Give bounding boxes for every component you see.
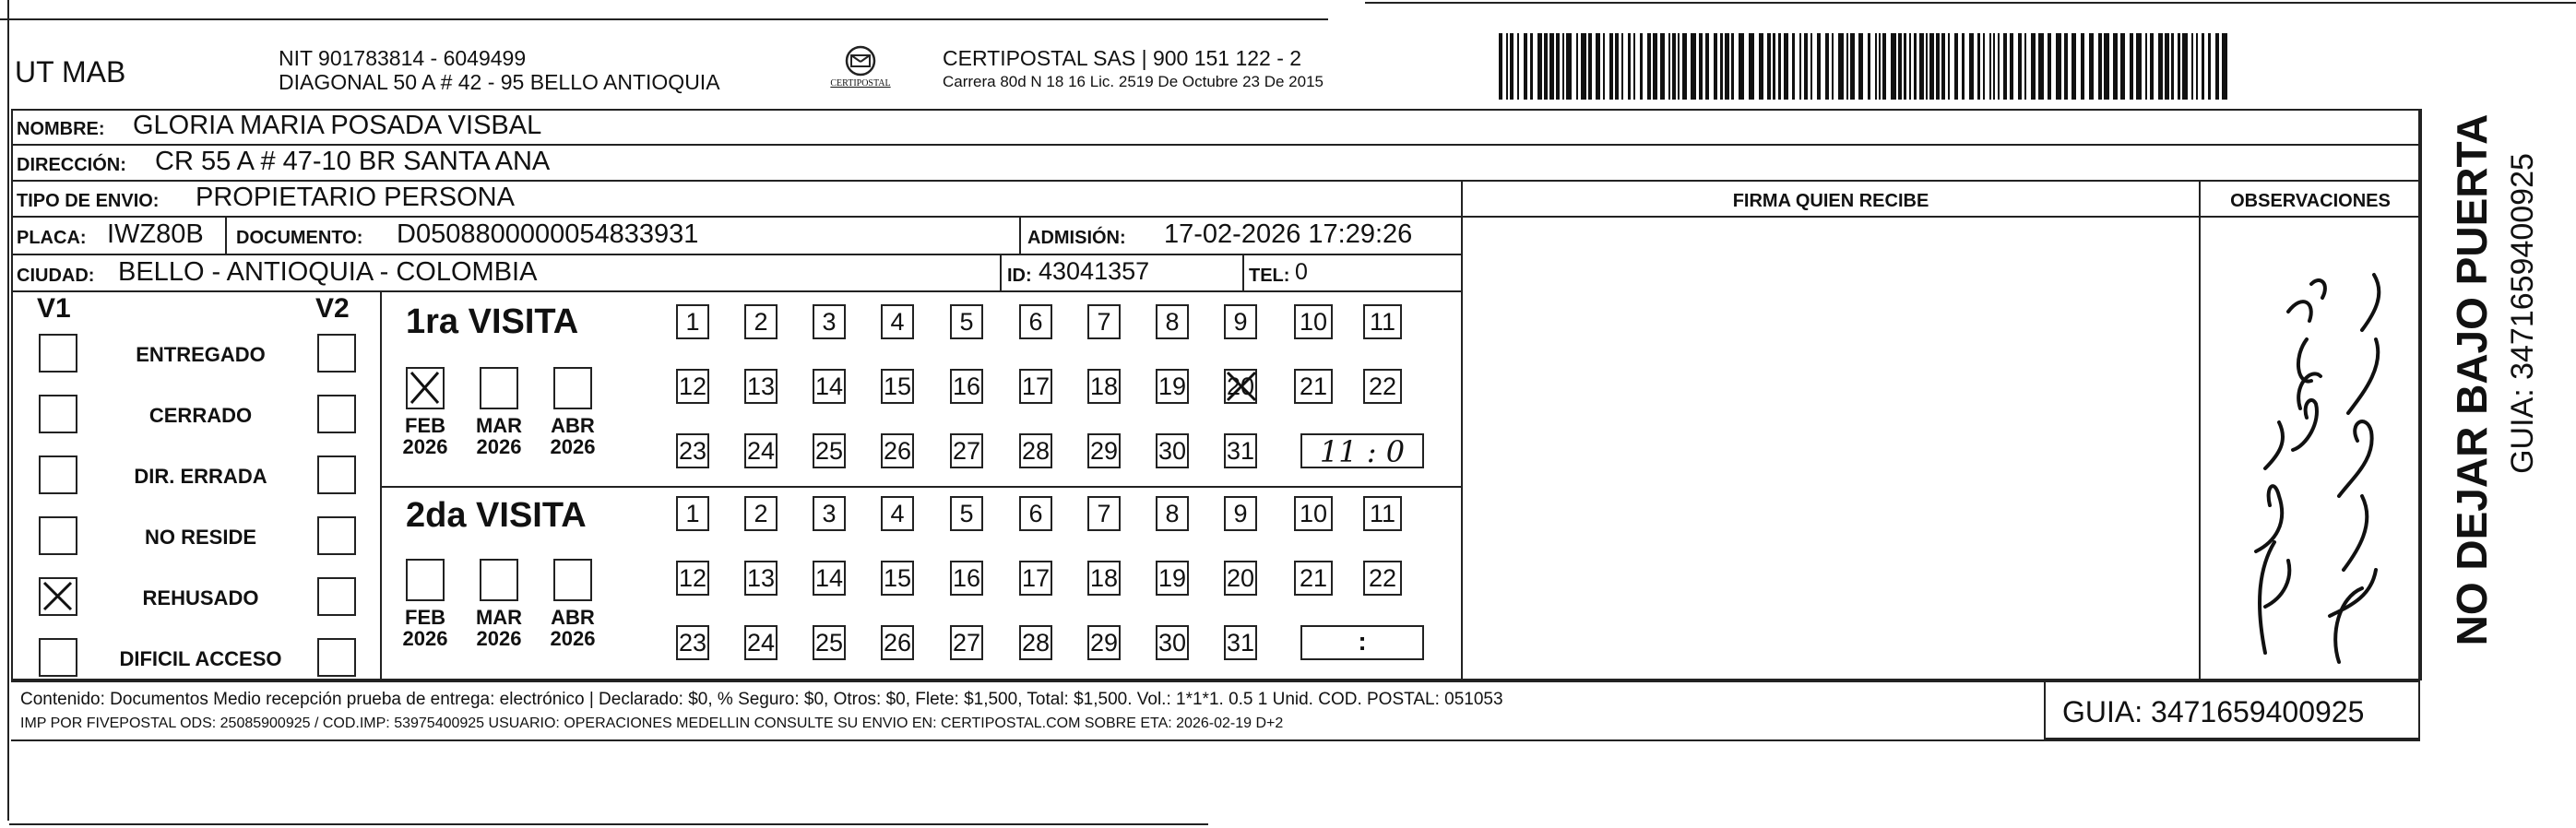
barcode-bar (1817, 33, 1821, 100)
second-visit-day-31[interactable]: 31 (1224, 625, 1257, 660)
barcode (1499, 33, 2237, 100)
first-visit-day-7[interactable]: 7 (1087, 304, 1121, 339)
second-visit-day-29[interactable]: 29 (1087, 625, 1121, 660)
first-visit-day-2[interactable]: 2 (744, 304, 778, 339)
second-visit-day-3[interactable]: 3 (813, 496, 846, 531)
barcode-bar (2018, 33, 2022, 100)
first-visit-day-5[interactable]: 5 (950, 304, 983, 339)
second-visit-day-26[interactable]: 26 (881, 625, 914, 660)
barcode-bar (1603, 33, 1605, 100)
barcode-bar (2150, 33, 2154, 100)
second-visit-day-30[interactable]: 30 (1156, 625, 1189, 660)
barcode-bar (1825, 33, 1829, 100)
first-visit-day-19[interactable]: 19 (1156, 369, 1189, 404)
status-label: DIFICIL ACCESO (119, 647, 282, 670)
first-visit-day-10[interactable]: 10 (1294, 304, 1333, 339)
second-visit-day-8[interactable]: 8 (1156, 496, 1189, 531)
first-visit-day-30[interactable]: 30 (1156, 433, 1189, 468)
barcode-bar (1499, 33, 1502, 100)
barcode-bar (1596, 33, 1600, 100)
second-visit-day-17[interactable]: 17 (1019, 561, 1052, 596)
first-visit-month-checkbox[interactable] (480, 367, 518, 409)
barcode-bar (1537, 33, 1542, 100)
barcode-bar (1549, 33, 1554, 100)
tel-value: 0 (1295, 259, 1308, 285)
second-visit-day-16[interactable]: 16 (950, 561, 983, 596)
first-visit-month-label: ABR 2026 (550, 414, 596, 459)
id-value: 43041357 (1039, 257, 1150, 285)
firma-divider (1461, 180, 1463, 680)
second-visit-month-label: FEB 2026 (402, 606, 448, 651)
barcode-bar (1868, 33, 1870, 100)
barcode-bar (1506, 33, 1508, 100)
certipostal-license: Carrera 80d N 18 16 Lic. 2519 De Octubre 23 De 2015 (943, 73, 1324, 90)
second-visit-title: 2da VISITA (406, 496, 587, 535)
first-visit-day-27[interactable]: 27 (950, 433, 983, 468)
v1-checkbox[interactable] (39, 577, 77, 616)
barcode-bar (1633, 33, 1635, 100)
barcode-bar (2031, 33, 2036, 100)
first-visit-day-20[interactable]: 20 (1224, 369, 1257, 404)
ciudad-label: CIUDAD: (17, 266, 95, 286)
barcode-bar (1784, 33, 1788, 100)
first-visit-day-17[interactable]: 17 (1019, 369, 1052, 404)
barcode-bar (1660, 33, 1665, 100)
tipo-envio-label: TIPO DE ENVIO: (17, 191, 160, 211)
second-visit-day-24[interactable]: 24 (744, 625, 778, 660)
barcode-bar (1909, 33, 1911, 100)
footer-bottom-line (11, 739, 2420, 741)
v1-checkbox[interactable] (39, 516, 77, 555)
row-line (11, 216, 2420, 218)
barcode-bar (2130, 33, 2133, 100)
first-visit-day-4[interactable]: 4 (881, 304, 914, 339)
first-visit-month-checkbox[interactable] (406, 367, 445, 409)
second-visit-time: : (1358, 627, 1367, 656)
barcode-bar (1948, 33, 1950, 100)
barcode-bar (1588, 33, 1592, 100)
barcode-bar (1936, 33, 1940, 100)
second-visit-day-6[interactable]: 6 (1019, 496, 1052, 531)
admision-value: 17-02-2026 17:29:26 (1164, 219, 1413, 249)
second-visit-day-14[interactable]: 14 (813, 561, 846, 596)
barcode-bar (1778, 33, 1781, 100)
second-visit-month-label: MAR 2026 (475, 606, 523, 651)
id-divider (1000, 254, 1002, 290)
admision-label: ADMISIÓN: (1027, 228, 1126, 248)
barcode-bar (2056, 33, 2061, 100)
first-visit-day-11[interactable]: 11 (1363, 304, 1402, 339)
first-visit-day-13[interactable]: 13 (744, 369, 778, 404)
left-edge-line (7, 0, 9, 821)
placa-value: IWZ80B (107, 219, 204, 249)
barcode-bar (1875, 33, 1877, 100)
barcode-bar (1621, 33, 1623, 100)
barcode-bar (1668, 33, 1670, 100)
barcode-bar (1914, 33, 1917, 100)
barcode-bar (2120, 33, 2125, 100)
barcode-bar (2024, 33, 2026, 100)
x-mark-icon (408, 369, 442, 407)
barcode-bar (2038, 33, 2044, 100)
barcode-bar (1891, 33, 1896, 100)
barcode-bar (1510, 33, 1514, 100)
barcode-bar (2222, 33, 2227, 100)
observaciones-header: OBSERVACIONES (2230, 191, 2391, 211)
top-edge-line (0, 18, 1328, 20)
first-visit-day-3[interactable]: 3 (813, 304, 846, 339)
second-visit-month-checkbox[interactable] (480, 559, 518, 601)
barcode-bar (1767, 33, 1771, 100)
second-visit-day-9[interactable]: 9 (1224, 496, 1257, 531)
direccion-value: CR 55 A # 47-10 BR SANTA ANA (155, 147, 551, 176)
row-line (11, 290, 1461, 292)
barcode-bar (1977, 33, 1980, 100)
first-visit-month-label: FEB 2026 (402, 414, 448, 459)
barcode-bar (1962, 33, 1965, 100)
status-label: CERRADO (148, 404, 253, 427)
company-address: DIAGONAL 50 A # 42 - 95 BELLO ANTIOQUIA (279, 70, 720, 94)
second-visit-day-12[interactable]: 12 (676, 561, 709, 596)
tipo-envio-value: PROPIETARIO PERSONA (196, 183, 515, 212)
first-visit-day-21[interactable]: 21 (1294, 369, 1333, 404)
barcode-bar (1556, 33, 1560, 100)
second-visit-day-23[interactable]: 23 (676, 625, 709, 660)
nombre-value: GLORIA MARIA POSADA VISBAL (133, 111, 542, 140)
first-visit-time-box[interactable] (1300, 433, 1424, 468)
barcode-bar (2171, 33, 2174, 100)
first-visit-day-31[interactable]: 31 (1224, 433, 1257, 468)
first-visit-day-14[interactable]: 14 (813, 369, 846, 404)
barcode-bar (2064, 33, 2068, 100)
barcode-bar (1926, 33, 1928, 100)
second-visit-day-1[interactable]: 1 (676, 496, 709, 531)
tel-label: TEL: (1249, 266, 1290, 286)
barcode-bar (1954, 33, 1958, 100)
first-visit-day-24[interactable]: 24 (744, 433, 778, 468)
barcode-bar (1846, 33, 1848, 100)
barcode-bar (1544, 33, 1548, 100)
barcode-bar (1581, 33, 1586, 100)
first-visit-day-22[interactable]: 22 (1363, 369, 1402, 404)
barcode-bar (1615, 33, 1619, 100)
side-panel-divider (2420, 109, 2422, 680)
barcode-bar (1898, 33, 1902, 100)
barcode-bar (1714, 33, 1717, 100)
second-visit-day-7[interactable]: 7 (1087, 496, 1121, 531)
barcode-bar (2136, 33, 2142, 100)
v2-checkbox[interactable] (317, 577, 356, 616)
barcode-bar (1773, 33, 1775, 100)
nombre-label: NOMBRE: (17, 119, 105, 139)
status-label: REHUSADO (142, 586, 259, 609)
barcode-bar (1731, 33, 1734, 100)
second-visit-day-5[interactable]: 5 (950, 496, 983, 531)
barcode-bar (1725, 33, 1729, 100)
second-visit-day-4[interactable]: 4 (881, 496, 914, 531)
barcode-bar (1882, 33, 1886, 100)
first-visit-day-12[interactable]: 12 (676, 369, 709, 404)
first-visit-month-label: MAR 2026 (475, 414, 523, 459)
barcode-bar (1858, 33, 1863, 100)
barcode-bar (1749, 33, 1754, 100)
first-visit-day-23[interactable]: 23 (676, 433, 709, 468)
second-visit-day-2[interactable]: 2 (744, 496, 778, 531)
barcode-bar (1566, 33, 1572, 100)
second-visit-month-checkbox[interactable] (553, 559, 592, 601)
barcode-bar (2003, 33, 2007, 100)
first-visit-day-15[interactable]: 15 (881, 369, 914, 404)
barcode-bar (2010, 33, 2013, 100)
barcode-bar (1678, 33, 1680, 100)
first-visit-day-28[interactable]: 28 (1019, 433, 1052, 468)
barcode-bar (2191, 33, 2193, 100)
second-visit-day-15[interactable]: 15 (881, 561, 914, 596)
v1-checkbox[interactable] (39, 638, 77, 677)
first-visit-day-8[interactable]: 8 (1156, 304, 1189, 339)
barcode-bar (2158, 33, 2163, 100)
footer-contenido: Contenido: Documentos Medio recepción prueba de entrega: electrónico | Declarado: $0, % Seguro: $0, Otros: $0, Flete: $1,500, Total: $1,500. Vol.: 1*1*1. 0.5 1 Unid. COD. POSTAL: 051053 (20, 690, 1503, 709)
barcode-bar (1941, 33, 1945, 100)
second-visit-day-18[interactable]: 18 (1087, 561, 1121, 596)
no-dejar-bajo-puerta: NO DEJAR BAJO PUERTA (2448, 113, 2496, 646)
footer-guia: GUIA: 3471659400925 (2062, 695, 2365, 728)
barcode-bar (1530, 33, 1533, 100)
first-visit-title: 1ra VISITA (406, 302, 579, 341)
barcode-bar (2048, 33, 2051, 100)
second-visit-time-box[interactable] (1300, 625, 1424, 660)
barcode-bar (1929, 33, 1934, 100)
v2-checkbox[interactable] (317, 455, 356, 494)
status-label: ENTREGADO (136, 343, 266, 366)
barcode-bar (1705, 33, 1709, 100)
barcode-bar (2165, 33, 2169, 100)
company-nit: NIT 901783814 - 6049499 (279, 46, 527, 70)
second-visit-day-10[interactable]: 10 (1294, 496, 1333, 531)
barcode-bar (1653, 33, 1657, 100)
company-name: UT MAB (15, 55, 126, 89)
v1-checkbox[interactable] (39, 395, 77, 433)
v1-checkbox[interactable] (39, 455, 77, 494)
bottom-edge-line (9, 823, 1208, 825)
barcode-bar (1983, 33, 1985, 100)
barcode-bar (1810, 33, 1812, 100)
ciudad-value: BELLO - ANTIOQUIA - COLOMBIA (118, 257, 538, 287)
barcode-bar (2208, 33, 2211, 100)
barcode-bar (1517, 33, 1519, 100)
second-visit-day-11[interactable]: 11 (1363, 496, 1402, 531)
barcode-bar (1993, 33, 1995, 100)
barcode-bar (1989, 33, 1991, 100)
placa-divider (225, 216, 227, 254)
first-visit-day-29[interactable]: 29 (1087, 433, 1121, 468)
barcode-bar (2104, 33, 2109, 100)
barcode-bar (1879, 33, 1881, 100)
v2-checkbox[interactable] (317, 516, 356, 555)
barcode-bar (1720, 33, 1723, 100)
barcode-bar (1640, 33, 1643, 100)
logo-text: CERTIPOSTAL (830, 78, 891, 89)
barcode-bar (1759, 33, 1763, 100)
first-visit-day-18[interactable]: 18 (1087, 369, 1121, 404)
status-label: DIR. ERRADA (134, 465, 267, 488)
second-visit-month-label: ABR 2026 (550, 606, 596, 651)
second-visit-day-28[interactable]: 28 (1019, 625, 1052, 660)
barcode-bar (1576, 33, 1578, 100)
observaciones-header-line (2199, 216, 2420, 218)
barcode-bar (2081, 33, 2084, 100)
second-visit-day-22[interactable]: 22 (1363, 561, 1402, 596)
tel-divider (1242, 254, 1244, 290)
v1-label: V1 (37, 293, 71, 324)
v2-checkbox[interactable] (317, 334, 356, 373)
barcode-bar (1739, 33, 1744, 100)
barcode-bar (2145, 33, 2147, 100)
barcode-bar (1838, 33, 1844, 100)
first-visit-time: 11 : 0 (1319, 434, 1406, 469)
barcode-bar (1969, 33, 1974, 100)
barcode-bar (1647, 33, 1651, 100)
second-visit-day-21[interactable]: 21 (1294, 561, 1333, 596)
barcode-bar (1682, 33, 1687, 100)
second-visit-day-13[interactable]: 13 (744, 561, 778, 596)
barcode-bar (1904, 33, 1906, 100)
barcode-bar (1699, 33, 1703, 100)
barcode-bar (2071, 33, 2076, 100)
barcode-bar (2178, 33, 2180, 100)
barcode-bar (1850, 33, 1855, 100)
second-visit-day-25[interactable]: 25 (813, 625, 846, 660)
first-visit-day-1[interactable]: 1 (676, 304, 709, 339)
x-mark-icon (41, 579, 75, 613)
barcode-bar (1609, 33, 1613, 100)
v2-checkbox[interactable] (317, 395, 356, 433)
first-visit-day-26[interactable]: 26 (881, 433, 914, 468)
barcode-bar (2113, 33, 2118, 100)
barcode-bar (1672, 33, 1676, 100)
barcode-bar (2196, 33, 2198, 100)
barcode-bar (1832, 33, 1834, 100)
footer-imp: IMP POR FIVEPOSTAL ODS: 25085900925 / COD.IMP: 53975400925 USUARIO: OPERACIONES MEDELLIN CONSULTE SU ENVIO EN: CERTIPOSTAL.COM SOBRE ETA: 2026-02-19 D+2 (20, 716, 1284, 731)
barcode-bar (1628, 33, 1631, 100)
barcode-bar (2182, 33, 2188, 100)
barcode-bar (2202, 33, 2204, 100)
first-visit-day-16[interactable]: 16 (950, 369, 983, 404)
barcode-bar (2089, 33, 2094, 100)
second-visit-day-27[interactable]: 27 (950, 625, 983, 660)
v2-label: V2 (315, 293, 350, 324)
row-line (11, 144, 2420, 146)
barcode-bar (1998, 33, 2000, 100)
id-label: ID: (1007, 266, 1032, 286)
side-guia: GUIA: 3471659400925 (2505, 153, 2540, 474)
barcode-bar (1919, 33, 1924, 100)
admision-divider (1019, 216, 1021, 254)
barcode-bar (1799, 33, 1801, 100)
status-label: NO RESIDE (144, 526, 257, 549)
visit-divider (380, 486, 1461, 488)
documento-label: DOCUMENTO: (236, 228, 363, 248)
barcode-bar (2098, 33, 2102, 100)
barcode-bar (2215, 33, 2219, 100)
second-visit-day-19[interactable]: 19 (1156, 561, 1189, 596)
x-mark-icon (1224, 369, 1259, 404)
v1-checkbox[interactable] (39, 334, 77, 373)
v2-checkbox[interactable] (317, 638, 356, 677)
documento-value: D0508800000054833931 (397, 219, 699, 249)
handwritten-signature (2201, 219, 2420, 679)
firma-header: FIRMA QUIEN RECIBE (1732, 191, 1929, 211)
certipostal-logo (821, 44, 900, 96)
barcode-bar (1792, 33, 1795, 100)
second-visit-month-checkbox[interactable] (406, 559, 445, 601)
first-visit-day-9[interactable]: 9 (1224, 304, 1257, 339)
certipostal-nit: CERTIPOSTAL SAS | 900 151 122 - 2 (943, 46, 1302, 70)
first-visit-month-checkbox[interactable] (553, 367, 592, 409)
direccion-label: DIRECCIÓN: (17, 155, 126, 175)
barcode-bar (1691, 33, 1696, 100)
second-visit-day-20[interactable]: 20 (1224, 561, 1257, 596)
row-line (11, 180, 2420, 182)
placa-label: PLACA: (17, 228, 87, 248)
barcode-bar (1804, 33, 1808, 100)
first-visit-day-25[interactable]: 25 (813, 433, 846, 468)
barcode-bar (1562, 33, 1564, 100)
first-visit-day-6[interactable]: 6 (1019, 304, 1052, 339)
top-right-edge-line (1365, 2, 2576, 4)
barcode-bar (1524, 33, 1527, 100)
